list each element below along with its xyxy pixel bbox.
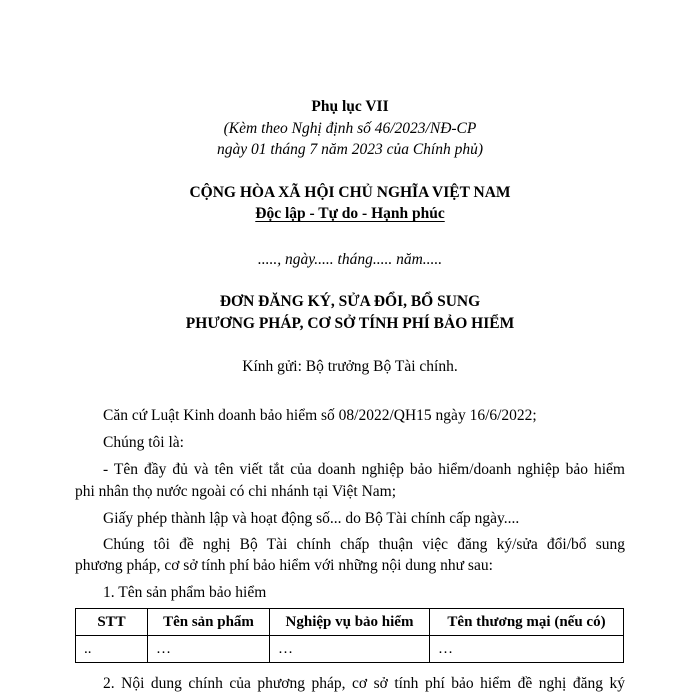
table-header-row xyxy=(76,609,624,636)
table-header-cell: Tên thương mại (nếu có) xyxy=(430,609,624,636)
table-cell: … xyxy=(148,636,270,663)
table-header-cell: Tên sản phẩm xyxy=(148,609,270,636)
decree-reference-line1: (Kèm theo Nghị định số 46/2023/NĐ-CP xyxy=(223,120,477,137)
country-name: CỘNG HÒA XÃ HỘI CHỦ NGHĨA VIỆT NAM xyxy=(189,184,511,201)
appendix-title: Phụ lục VII xyxy=(311,98,389,115)
we-are-label: Chúng tôi là: xyxy=(103,434,184,451)
form-title-line1: ĐƠN ĐĂNG KÝ, SỬA ĐỔI, BỔ SUNG xyxy=(219,293,481,310)
table-header-cell: Nghiệp vụ bảo hiểm xyxy=(270,609,430,636)
legal-basis: Căn cứ Luật Kinh doanh bảo hiểm số 08/2022/QH15 ngày 16/6/2022; xyxy=(103,407,537,424)
section-1-heading: 1. Tên sản phẩm bảo hiểm xyxy=(103,584,267,601)
table-cell: .. xyxy=(76,636,148,663)
company-name-line1: - Tên đầy đủ và tên viết tắt của doanh nghiệp bảo hiểm/doanh nghiệp bảo hiểm xyxy=(103,461,625,478)
request-line1: Chúng tôi đề nghị Bộ Tài chính chấp thuận việc đăng ký/sửa đổi/bổ sung xyxy=(103,536,625,553)
table-header-cell: STT xyxy=(76,609,148,636)
national-slogan-wrap xyxy=(0,205,700,223)
date-line: ....., ngày..... tháng..... năm..... xyxy=(257,251,443,268)
company-name-line2: phi nhân thọ nước ngoài có chi nhánh tại Việt Nam; xyxy=(75,483,397,500)
product-table xyxy=(75,608,624,663)
national-slogan: Độc lập - Tự do - Hạnh phúc xyxy=(255,205,445,222)
license-line: Giấy phép thành lập và hoạt động số... do Bộ Tài chính cấp ngày.... xyxy=(103,510,520,527)
request-line2: phương pháp, cơ sở tính phí bảo hiểm với những nội dung như sau: xyxy=(75,557,493,574)
form-title-line2: PHƯƠNG PHÁP, CƠ SỞ TÍNH PHÍ BẢO HIỂM xyxy=(185,315,515,332)
decree-reference-line2: ngày 01 tháng 7 năm 2023 của Chính phủ) xyxy=(216,141,484,158)
table-cell: … xyxy=(270,636,430,663)
table-cell: … xyxy=(430,636,624,663)
table-row xyxy=(76,636,624,663)
recipient-line: Kính gửi: Bộ trưởng Bộ Tài chính. xyxy=(242,358,458,375)
section-2-heading: 2. Nội dung chính của phương pháp, cơ sở tính phí bảo hiểm đề nghị đăng ký xyxy=(103,675,625,692)
